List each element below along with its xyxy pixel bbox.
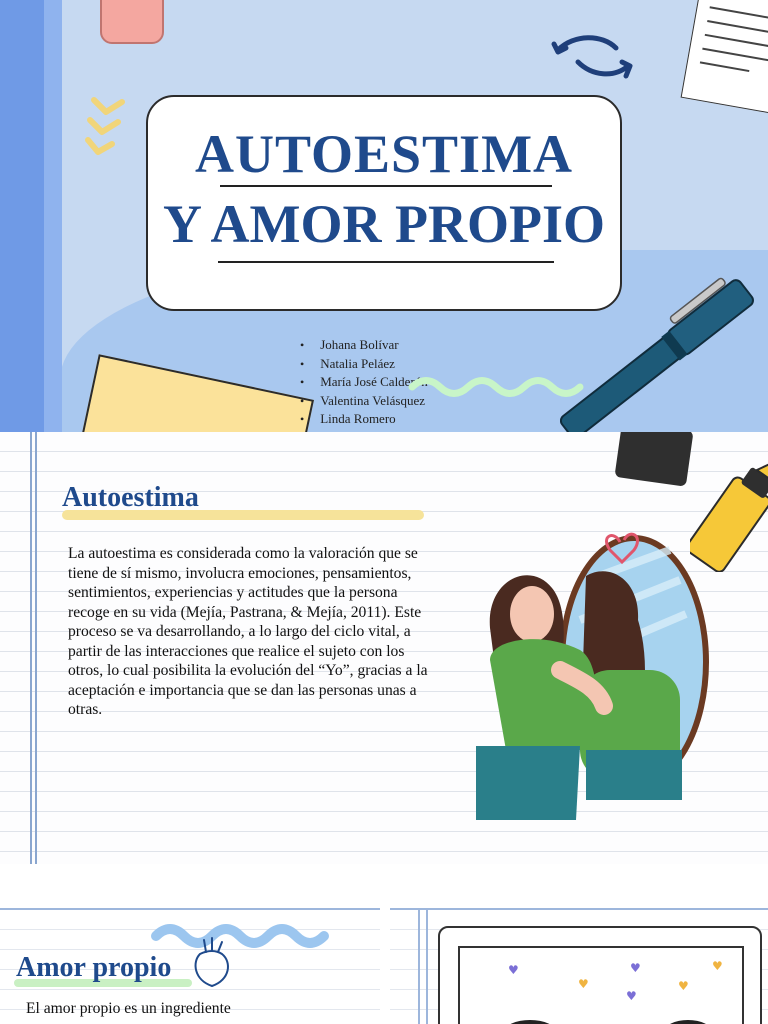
section-body: La autoestima es considerada como la valoración que se tiene de sí mismo, involucra emociones, pensamientos, sentimientos, experiencias y actitudes que la persona recoge en su vida (Mejía, Pastrana, & Mejía, 2011). Este proceso se va desarrollando, a lo largo del ciclo vital, a partir de las interacciones que realice el sujeto con los otros, lo cual posibilita la evolución del “Yo”, gracias a la aceptación e importancia que se dan las personas unas a otras. xyxy=(68,545,428,718)
author-item: • Natalia Peláez xyxy=(300,355,428,374)
section-body: El amor propio es un ingrediente xyxy=(26,1000,231,1017)
blue-scribble-icon xyxy=(150,918,336,954)
margin-line xyxy=(30,432,32,864)
picture-frame-inner xyxy=(458,946,744,1024)
eraser-icon xyxy=(100,0,164,44)
svg-text:♥: ♥ xyxy=(626,989,637,1003)
author-item: • Valentina Velásquez xyxy=(300,392,428,411)
title-line-1: AUTOESTIMA xyxy=(194,124,574,184)
margin-line xyxy=(418,908,420,1024)
autoestima-slide xyxy=(0,432,768,864)
title-slide xyxy=(0,0,768,432)
hearts-pattern-icon xyxy=(460,948,742,1024)
amor-propio-slide xyxy=(0,908,768,1024)
margin-line xyxy=(426,908,428,1024)
svg-text:♥: ♥ xyxy=(508,963,519,977)
svg-text:♥: ♥ xyxy=(712,959,723,973)
title-rule-bottom xyxy=(218,261,554,263)
curved-arrows-icon xyxy=(550,28,636,90)
notebook-spine xyxy=(0,0,44,432)
svg-text:♥: ♥ xyxy=(678,979,689,993)
title-rule-top xyxy=(220,185,552,187)
chevrons-icon xyxy=(84,96,128,166)
notebook-spine-edge xyxy=(44,0,62,432)
title-line-2: Y AMOR PROPIO xyxy=(163,194,605,254)
document-icon xyxy=(681,0,768,117)
pen-icon xyxy=(560,268,768,432)
section-heading: Amor propio xyxy=(16,952,172,983)
author-item: • Linda Romero xyxy=(300,410,428,429)
margin-line xyxy=(35,432,37,864)
svg-text:♥: ♥ xyxy=(578,977,589,991)
marker-cap-icon xyxy=(614,432,693,487)
title-card xyxy=(146,95,622,311)
author-item: • Johana Bolívar xyxy=(300,336,428,355)
svg-text:♥: ♥ xyxy=(630,961,641,975)
section-heading: Autoestima xyxy=(62,482,199,513)
hug-mirror-illustration xyxy=(470,510,716,820)
anatomical-heart-icon xyxy=(190,936,234,990)
author-item: • María José Calderón xyxy=(300,373,428,392)
